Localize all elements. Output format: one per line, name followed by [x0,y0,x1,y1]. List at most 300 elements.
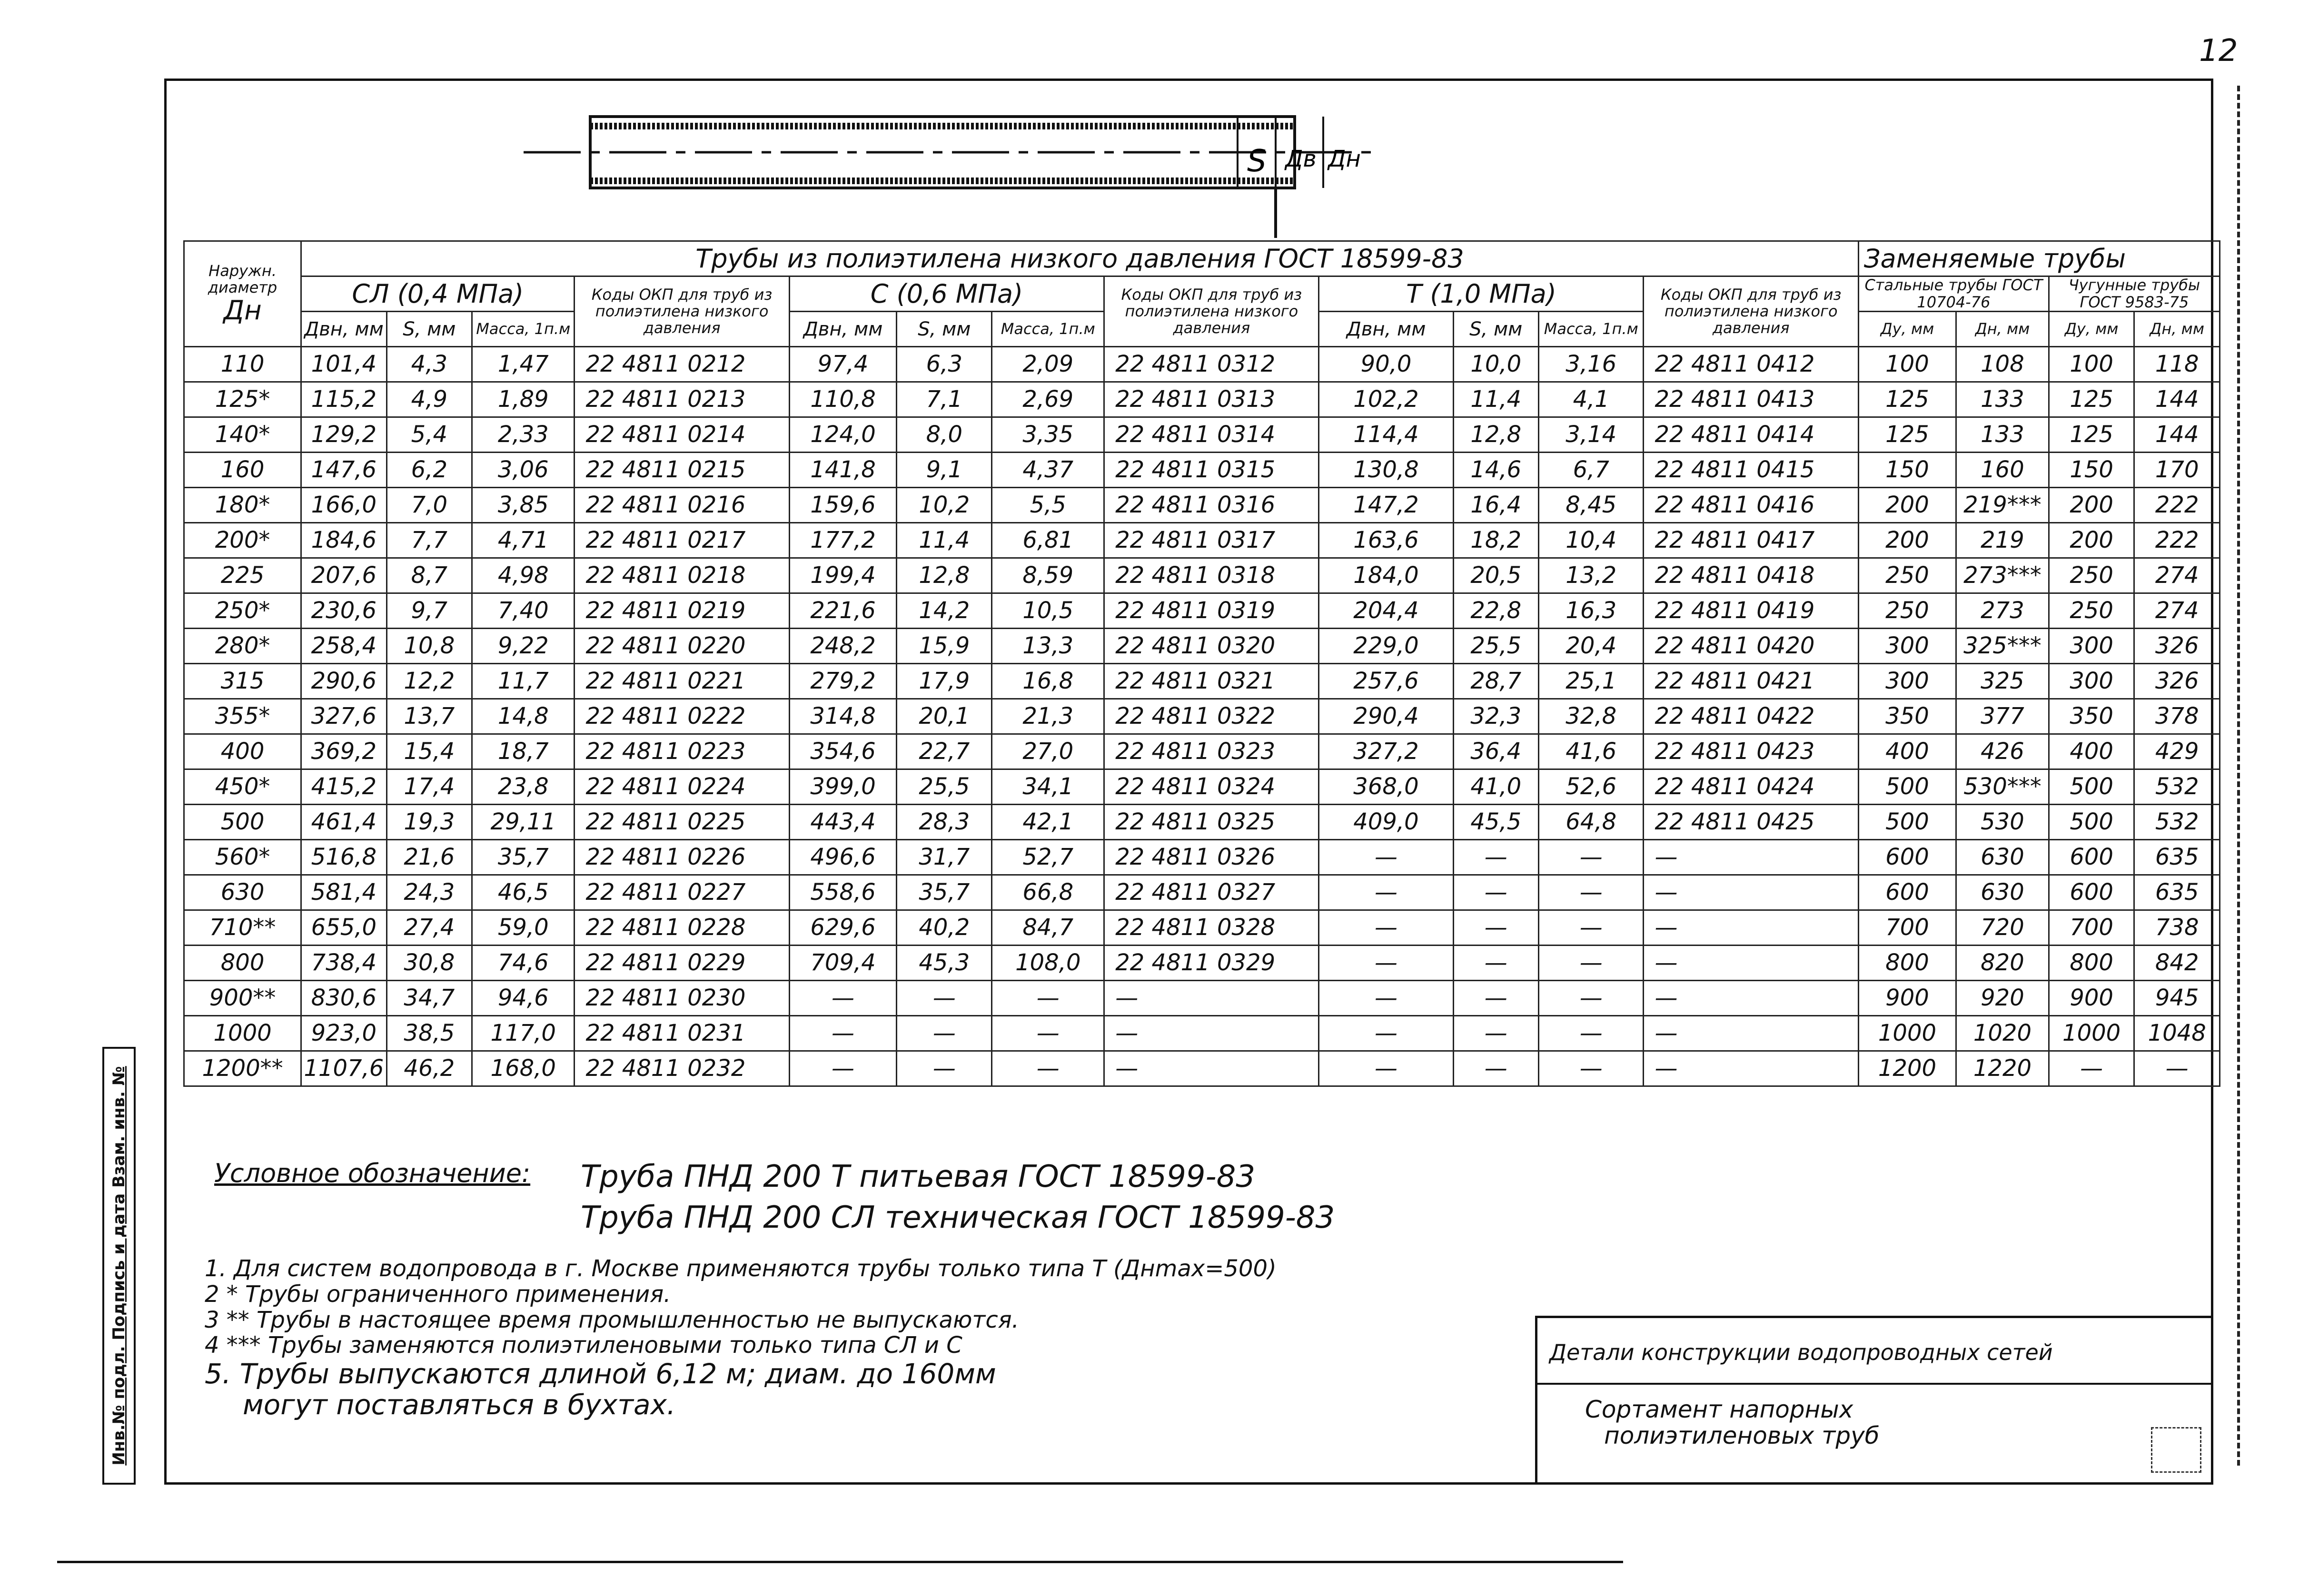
table-cell: 36,4 [1453,734,1538,769]
table-cell: 59,0 [472,910,575,946]
table-cell: 144 [2134,382,2220,417]
table-cell: 108 [1956,347,2049,382]
table-body [184,347,2220,1086]
header-replaced-group: Заменяемые трубы [1858,241,2220,276]
table-cell: 94,6 [472,981,575,1016]
table-cell: — [1319,840,1453,875]
table-cell: 25,5 [1453,629,1538,664]
table-cell: — [789,1051,897,1086]
table-cell: 9,1 [897,453,992,488]
cell-dn: 125* [184,382,301,417]
table-cell: 800 [2049,946,2134,981]
table-cell: 200 [2049,523,2134,558]
table-cell: 300 [2049,664,2134,699]
cell-okp-code: 22 4811 0320 [1104,629,1319,664]
cell-okp-code: 22 4811 0218 [575,558,789,593]
table-cell: 9,7 [386,593,472,629]
table-cell: 221,6 [789,593,897,629]
cell-okp-code: 22 4811 0223 [575,734,789,769]
table-cell: — [1453,840,1538,875]
cell-dn: 315 [184,664,301,699]
table-cell: 426 [1956,734,2049,769]
table-cell: 204,4 [1319,593,1453,629]
table-cell: 84,7 [992,910,1104,946]
table-cell: 110,8 [789,382,897,417]
table-cell: — [1453,1016,1538,1051]
table-cell: 114,4 [1319,417,1453,453]
table-cell: 500 [1858,805,1956,840]
note-5: 5. Трубы выпускаются длиной 6,12 м; диам. до 160мм [205,1358,996,1390]
note-2: 2 * Трубы ограниченного применения. [205,1281,671,1308]
cell-dn: 225 [184,558,301,593]
cell-okp-code: 22 4811 0217 [575,523,789,558]
sub-mass: Масса, 1п.м [472,312,575,347]
sub-dvn: Двн, мм [789,312,897,347]
table-cell: 2,69 [992,382,1104,417]
table-cell: 600 [1858,875,1956,910]
table-cell: 720 [1956,910,2049,946]
sheet-box [2151,1427,2201,1473]
table-cell: 500 [1858,769,1956,805]
cell-okp-code: 22 4811 0322 [1104,699,1319,734]
table-cell: 101,4 [301,347,386,382]
table-cell: 635 [2134,875,2220,910]
sub-dn: Дн, мм [1956,312,2049,347]
table-cell: 35,7 [897,875,992,910]
table-cell: 29,11 [472,805,575,840]
table-cell: 7,0 [386,488,472,523]
table-cell: 274 [2134,558,2220,593]
table-cell: 4,9 [386,382,472,417]
cell-okp-code: — [1644,840,1858,875]
table-cell: 290,6 [301,664,386,699]
table-cell: 1048 [2134,1016,2220,1051]
table-cell: 273*** [1956,558,2049,593]
table-cell: 200 [2049,488,2134,523]
table-row [184,488,2220,523]
table-row [184,1016,2220,1051]
table-cell: 429 [2134,734,2220,769]
cell-dn: 1200** [184,1051,301,1086]
table-cell: — [992,1016,1104,1051]
table-cell: 147,6 [301,453,386,488]
table-cell: 6,81 [992,523,1104,558]
table-cell: 90,0 [1319,347,1453,382]
cell-okp-code: 22 4811 0319 [1104,593,1319,629]
table-cell: — [897,981,992,1016]
table-cell: 530*** [1956,769,2049,805]
table-cell: 830,6 [301,981,386,1016]
table-cell: 100 [2049,347,2134,382]
cell-okp-code: 22 4811 0231 [575,1016,789,1051]
table-cell: 129,2 [301,417,386,453]
table-row [184,840,2220,875]
table-cell: 273 [1956,593,2049,629]
cell-okp-code: 22 4811 0420 [1644,629,1858,664]
cell-okp-code: 22 4811 0425 [1644,805,1858,840]
legend-line-1: Труба ПНД 200 Т питьевая ГОСТ 18599-83 [581,1159,1256,1194]
table-cell: 8,0 [897,417,992,453]
table-cell: 100 [1858,347,1956,382]
title-line-1: Сортамент напорных [1585,1396,1853,1423]
table-cell: — [1538,910,1644,946]
cell-okp-code: 22 4811 0424 [1644,769,1858,805]
table-cell: 222 [2134,488,2220,523]
table-cell: 16,4 [1453,488,1538,523]
cell-okp-code: 22 4811 0421 [1644,664,1858,699]
cell-okp-code: 22 4811 0220 [575,629,789,664]
table-cell: — [1538,875,1644,910]
table-cell: 66,8 [992,875,1104,910]
table-cell: 10,0 [1453,347,1538,382]
table-cell: 147,2 [1319,488,1453,523]
table-cell: — [1319,981,1453,1016]
table-cell: 130,8 [1319,453,1453,488]
table-cell: — [789,981,897,1016]
table-cell: — [1319,946,1453,981]
table-cell: 28,3 [897,805,992,840]
table-cell: 6,2 [386,453,472,488]
cell-okp-code: 22 4811 0412 [1644,347,1858,382]
table-cell: — [992,1051,1104,1086]
cell-okp-code: 22 4811 0317 [1104,523,1319,558]
table-cell: 709,4 [789,946,897,981]
header-codes-t: Коды ОКП для труб из полиэтилена низкого давления [1644,276,1858,347]
note-1: 1. Для систем водопровода в г. Москве применяются трубы только типа Т (Днmax=500) [205,1255,1277,1282]
table-cell: 125 [2049,382,2134,417]
table-cell: — [1453,910,1538,946]
header-type-t: Т (1,0 МПа) [1319,276,1644,312]
table-cell: 19,3 [386,805,472,840]
table-cell: — [2049,1051,2134,1086]
page-number: 12 [2199,33,2238,69]
table-cell: 17,4 [386,769,472,805]
table-cell: 350 [2049,699,2134,734]
cell-okp-code: 22 4811 0415 [1644,453,1858,488]
table-cell: 3,16 [1538,347,1644,382]
table-cell: 600 [2049,840,2134,875]
table-cell: 133 [1956,382,2049,417]
table-cell: — [1538,1016,1644,1051]
legend-title: Условное обозначение: [214,1158,531,1188]
table-cell: 4,98 [472,558,575,593]
table-cell: 7,7 [386,523,472,558]
table-cell: 1200 [1858,1051,1956,1086]
sub-mass: Масса, 1п.м [992,312,1104,347]
table-cell: 325 [1956,664,2049,699]
table-cell: 250 [2049,593,2134,629]
table-cell: 10,8 [386,629,472,664]
table-cell: 25,1 [1538,664,1644,699]
cell-okp-code: — [1644,981,1858,1016]
table-cell: 4,1 [1538,382,1644,417]
cell-okp-code: 22 4811 0221 [575,664,789,699]
table-cell: 443,4 [789,805,897,840]
table-row [184,664,2220,699]
table-cell: 516,8 [301,840,386,875]
cell-dn: 450* [184,769,301,805]
table-cell: 31,7 [897,840,992,875]
table-cell: 46,2 [386,1051,472,1086]
table-row [184,347,2220,382]
table-cell: 199,4 [789,558,897,593]
table-cell: 64,8 [1538,805,1644,840]
table-cell: 18,7 [472,734,575,769]
table-cell: 34,1 [992,769,1104,805]
table-cell: 700 [1858,910,1956,946]
table-cell: 184,6 [301,523,386,558]
table-cell: 257,6 [1319,664,1453,699]
table-cell: 219*** [1956,488,2049,523]
table-cell: 629,6 [789,910,897,946]
table-cell: 108,0 [992,946,1104,981]
table-cell: 159,6 [789,488,897,523]
table-cell: 1000 [2049,1016,2134,1051]
table-cell: 27,0 [992,734,1104,769]
table-cell: 7,1 [897,382,992,417]
table-cell: 150 [2049,453,2134,488]
table-cell: 144 [2134,417,2220,453]
table-cell: 8,7 [386,558,472,593]
title-block-series: Детали конструкции водопроводных сетей [1537,1318,2211,1385]
table-cell: 11,4 [1453,382,1538,417]
table-cell: 13,3 [992,629,1104,664]
header-type-sl: СЛ (0,4 МПа) [301,276,575,312]
cell-okp-code: 22 4811 0329 [1104,946,1319,981]
table-cell: 45,3 [897,946,992,981]
table-cell: 13,2 [1538,558,1644,593]
diagram-label-dv: Дв [1285,146,1317,172]
cell-okp-code: 22 4811 0323 [1104,734,1319,769]
header-type-s: С (0,6 МПа) [789,276,1104,312]
legend [214,1156,1335,1235]
table-cell: 163,6 [1319,523,1453,558]
cell-okp-code: 22 4811 0212 [575,347,789,382]
note-5-cont: могут поставляться в бухтах. [243,1388,676,1421]
table-row [184,875,2220,910]
cell-okp-code: 22 4811 0232 [575,1051,789,1086]
table-cell: 15,9 [897,629,992,664]
stamp-strip [102,1047,136,1485]
table-cell: 600 [2049,875,2134,910]
cell-okp-code: 22 4811 0315 [1104,453,1319,488]
table-cell: 314,8 [789,699,897,734]
table-cell: 655,0 [301,910,386,946]
cell-dn: 355* [184,699,301,734]
cell-dn: 560* [184,840,301,875]
table-cell: 30,8 [386,946,472,981]
table-cell: — [897,1051,992,1086]
cell-dn: 110 [184,347,301,382]
sub-s: S, мм [1453,312,1538,347]
table-cell: 558,6 [789,875,897,910]
table-cell: 842 [2134,946,2220,981]
table-cell: 6,3 [897,347,992,382]
table-cell: 160 [1956,453,2049,488]
table-cell: 1,89 [472,382,575,417]
table-cell: 230,6 [301,593,386,629]
table-cell: 41,6 [1538,734,1644,769]
cell-okp-code: 22 4811 0318 [1104,558,1319,593]
table-cell: 6,7 [1538,453,1644,488]
cell-dn: 280* [184,629,301,664]
cell-dn: 180* [184,488,301,523]
cell-okp-code: 22 4811 0417 [1644,523,1858,558]
table-cell: 900 [2049,981,2134,1016]
bottom-rule [57,1561,1623,1563]
table-cell: 400 [2049,734,2134,769]
table-cell: — [897,1016,992,1051]
table-cell: 500 [2049,769,2134,805]
cell-okp-code: 22 4811 0418 [1644,558,1858,593]
cell-okp-code: 22 4811 0229 [575,946,789,981]
table-cell: 300 [1858,629,1956,664]
cell-okp-code: 22 4811 0313 [1104,382,1319,417]
table-cell: 5,5 [992,488,1104,523]
cell-okp-code: 22 4811 0328 [1104,910,1319,946]
pipe-section-diagram [524,109,1409,243]
cell-dn: 200* [184,523,301,558]
table-cell: 14,6 [1453,453,1538,488]
table-cell: 34,7 [386,981,472,1016]
stamp-strip-text: Инв.№ подл. Подпись и дата Взам. инв. № [109,1066,129,1466]
header-codes-s: Коды ОКП для труб из полиэтилена низкого давления [1104,276,1319,347]
table-cell: 133 [1956,417,2049,453]
cell-okp-code: — [1104,1016,1319,1051]
table-cell: 1020 [1956,1016,2049,1051]
table-cell: 22,8 [1453,593,1538,629]
sub-dvn: Двн, мм [1319,312,1453,347]
table-cell: — [1453,875,1538,910]
cell-dn: 400 [184,734,301,769]
cell-okp-code: 22 4811 0219 [575,593,789,629]
table-cell: — [1538,1051,1644,1086]
table-cell: 20,1 [897,699,992,734]
table-cell: 117,0 [472,1016,575,1051]
sub-mass: Масса, 1п.м [1538,312,1644,347]
table-cell: 530 [1956,805,2049,840]
table-cell: 327,6 [301,699,386,734]
table-row [184,417,2220,453]
table-cell: 200 [1858,488,1956,523]
table-cell: 125 [1858,382,1956,417]
table-cell: 97,4 [789,347,897,382]
table-cell: — [1453,1051,1538,1086]
table-cell: 115,2 [301,382,386,417]
table-cell: 184,0 [1319,558,1453,593]
table-row [184,523,2220,558]
table-cell: 21,6 [386,840,472,875]
table-cell: 2,33 [472,417,575,453]
table-cell: 45,5 [1453,805,1538,840]
table-cell: 532 [2134,769,2220,805]
table-cell: 325*** [1956,629,2049,664]
table-cell: 2,09 [992,347,1104,382]
table-cell: 41,0 [1453,769,1538,805]
note-3: 3 ** Трубы в настоящее время промышленностью не выпускаются. [205,1306,1019,1333]
table-cell: 1220 [1956,1051,2049,1086]
table-cell: 532 [2134,805,2220,840]
table-cell: 258,4 [301,629,386,664]
table-cell: 738 [2134,910,2220,946]
table-cell: — [1538,981,1644,1016]
table-cell: 118 [2134,347,2220,382]
sub-s: S, мм [386,312,472,347]
table-cell: 28,7 [1453,664,1538,699]
table-cell: 4,37 [992,453,1104,488]
table-cell: 369,2 [301,734,386,769]
cell-dn: 140* [184,417,301,453]
cell-okp-code: — [1644,1016,1858,1051]
table-cell: 102,2 [1319,382,1453,417]
table-cell: 12,8 [1453,417,1538,453]
table-cell: 415,2 [301,769,386,805]
title-block [1535,1316,2213,1485]
table-cell: 141,8 [789,453,897,488]
cell-okp-code: — [1644,946,1858,981]
table-row [184,1051,2220,1086]
table-row [184,981,2220,1016]
table-cell: 378 [2134,699,2220,734]
cell-dn: 710** [184,910,301,946]
table-cell: 1,47 [472,347,575,382]
cell-okp-code: 22 4811 0216 [575,488,789,523]
cell-okp-code: 22 4811 0225 [575,805,789,840]
diagram-label-dn: Дн [1328,146,1361,172]
table-cell: 630 [1956,875,2049,910]
table-cell: 168,0 [472,1051,575,1086]
table-cell: 399,0 [789,769,897,805]
table-cell: 16,3 [1538,593,1644,629]
table-row [184,453,2220,488]
table-cell: — [1538,840,1644,875]
table-row [184,699,2220,734]
table-cell: 18,2 [1453,523,1538,558]
table-cell: 3,85 [472,488,575,523]
title-block-title [1537,1385,2211,1449]
table-cell: 4,3 [386,347,472,382]
table-cell: 52,7 [992,840,1104,875]
table-cell: 222 [2134,523,2220,558]
cell-dn: 500 [184,805,301,840]
table-cell: 1107,6 [301,1051,386,1086]
cell-okp-code: 22 4811 0422 [1644,699,1858,734]
cell-okp-code: 22 4811 0222 [575,699,789,734]
table-cell: 600 [1858,840,1956,875]
table-cell: 327,2 [1319,734,1453,769]
table-cell: 150 [1858,453,1956,488]
table-cell: 21,3 [992,699,1104,734]
table-cell: 326 [2134,629,2220,664]
cell-okp-code: 22 4811 0226 [575,840,789,875]
table-cell: 52,6 [1538,769,1644,805]
cell-dn: 900** [184,981,301,1016]
table-cell: 207,6 [301,558,386,593]
table-cell: 125 [2049,417,2134,453]
table-cell: 290,4 [1319,699,1453,734]
table-cell: 248,2 [789,629,897,664]
table-cell: 40,2 [897,910,992,946]
table-cell: — [789,1016,897,1051]
table-cell: 32,8 [1538,699,1644,734]
sub-du: Ду, мм [2049,312,2134,347]
cell-okp-code: — [1644,1051,1858,1086]
cell-okp-code: — [1104,1051,1319,1086]
table-row [184,946,2220,981]
table-cell: 20,4 [1538,629,1644,664]
table-cell: 630 [1956,840,2049,875]
cell-okp-code: — [1644,910,1858,946]
